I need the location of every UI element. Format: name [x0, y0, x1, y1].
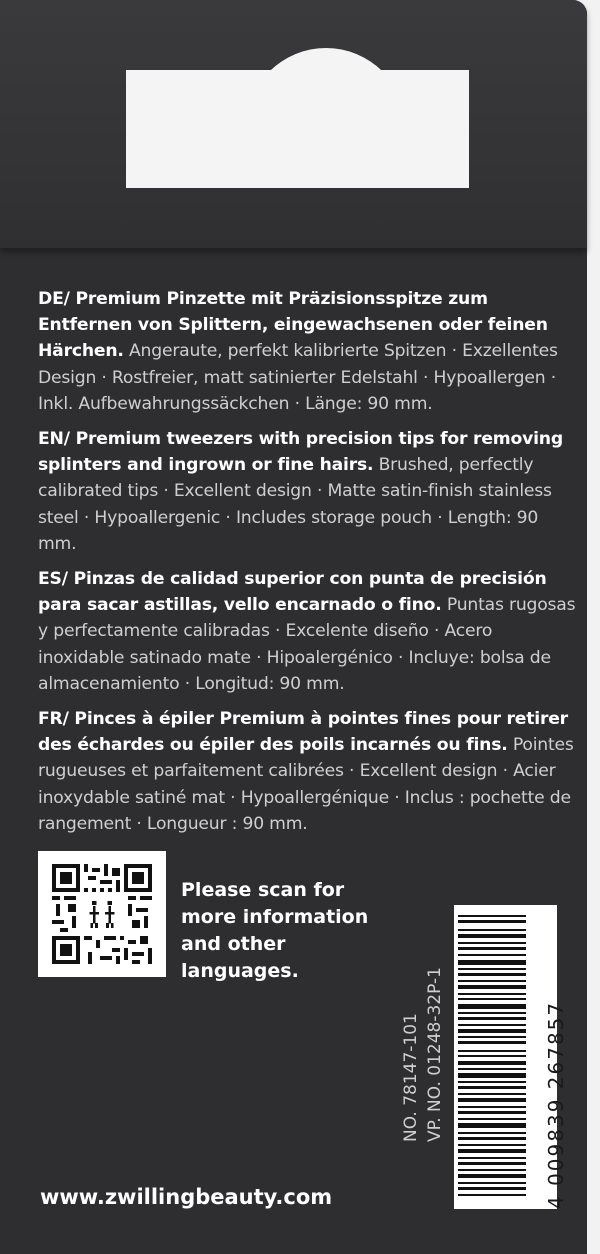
- description-de-body: Angeraute, perfekt kalibrierte Spitzen · Exzellentes Design · Rostfreier, matt satinierter Edelstahl · Hypoallergen · Inkl. Aufbewahrungssäckchen · Länge: 90 mm.: [38, 341, 558, 414]
- hang-hole: [126, 70, 469, 188]
- description-de: [38, 286, 578, 417]
- description-es-title: ES/ Pinzas de calidad superior con punta de precisión para sacar astillas, vello encarnado o fino.: [38, 569, 547, 616]
- description-es: [38, 566, 578, 697]
- description-fr-title: FR/ Pinces à épiler Premium à pointes fines pour retirer des échardes ou épiler des poils incarnés ou fins.: [38, 709, 568, 756]
- description-en: [38, 426, 578, 557]
- scan-instruction: Please scan for more information and other languages.: [181, 879, 369, 982]
- description-de-title: DE/ Premium Pinzette mit Präzisionsspitze zum Entfernen von Splittern, eingewachsenen oder feinen Härchen.: [38, 289, 548, 362]
- description-es-body: Puntas rugosas y perfectamente calibradas · Excelente diseño · Acero inoxidable satinado mate · Hipoalergénico · Incluye: bolsa de almacenamiento · Longitud: 90 mm.: [38, 595, 576, 694]
- description-en-title: EN/ Premium tweezers with precision tips for removing splinters and ingrown or fine hairs.: [38, 429, 563, 476]
- product-descriptions: [38, 286, 578, 846]
- barcode-number: 4 009839 267857: [544, 1000, 568, 1209]
- article-number: NO. 78147-101: [401, 1013, 421, 1142]
- vp-number: VP. NO. 01248-32P-1: [425, 967, 445, 1142]
- description-fr: [38, 706, 578, 837]
- article-numbers: [399, 902, 447, 1142]
- package-header-band: [0, 0, 587, 248]
- website-link[interactable]: www.zwillingbeauty.com: [40, 1185, 333, 1209]
- barcode-icon: [454, 905, 557, 1209]
- description-fr-body: Pointes rugueuses et parfaitement calibrées · Excellent design · Acier inoxydable satiné mat · Hypoallergénique · Inclus : pochette de rangement · Longueur : 90 mm.: [38, 735, 574, 834]
- description-en-body: Brushed, perfectly calibrated tips · Excellent design · Matte satin-finish stainless steel · Hypoallergenic · Includes storage pouch · Length: 90 mm.: [38, 455, 552, 554]
- qr-code-icon[interactable]: [38, 851, 166, 977]
